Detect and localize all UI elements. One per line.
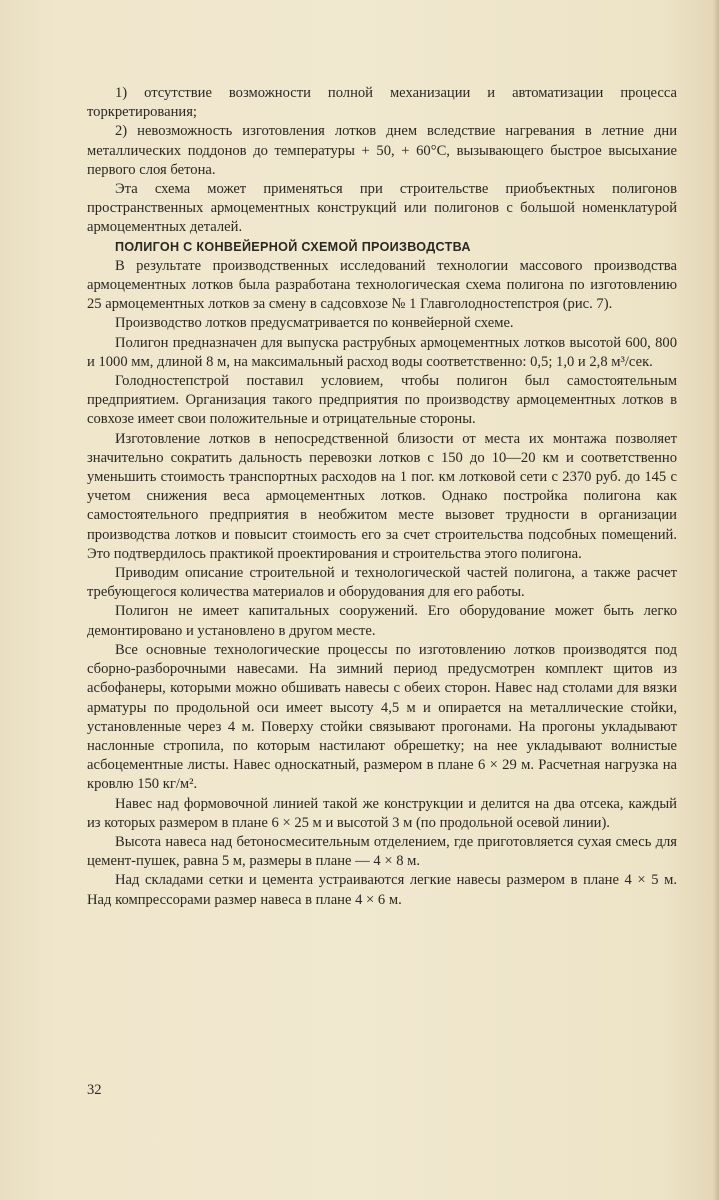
paragraph: Приводим описание строительной и технологической частей полигона, а также расчет требующегося количества материалов и оборудования для его работы. — [87, 565, 677, 601]
paragraph: Эта схема может применяться при строительстве приобъектных полигонов пространственных армоцементных конструкций или полигонов с большой номенклатурой армоцементных деталей. — [87, 181, 677, 236]
paragraph: Производство лотков предусматривается по конвейерной схеме. — [115, 315, 514, 332]
paragraph: 1) отсутствие возможности полной механизации и автоматизации процесса торкретирования; — [87, 85, 677, 121]
page-edge-shadow — [713, 0, 719, 1200]
paragraph: Голодностепстрой поставил условием, чтобы полигон был самостоятельным предприятием. Организация такого предприятия по производству армоцементных лотков в совхозе имеет свои положительные и отрицательные стороны. — [87, 373, 677, 428]
section-heading: ПОЛИГОН С КОНВЕЙЕРНОЙ СХЕМОЙ ПРОИЗВОДСТВА — [115, 239, 471, 254]
paragraph: Все основные технологические процессы по изготовлению лотков производятся под сборно-разборочными навесами. На зимний период предусмотрен комплект щитов из асбофанеры, которыми можно обшивать навесы с обеих сторон. Навес над столами для вязки арматуры по продольной оси имеет высоту 4,5 м и опирается на металлические стойки, установленные через 4 м. Поверху стойки связывают прогонами. На прогоны укладывают наслонные стропила, по которым настилают обрешетку; на нее укладывают волнистые асбоцементные листы. Навес односкатный, размером в плане 6 × 29 м. Расчетная нагрузка на кровлю 150 кг/м². — [87, 641, 677, 793]
paragraph: Навес над формовочной линией такой же конструкции и делится на два отсека, каждый из которых размером в плане 6 × 25 м и высотой 3 м (по продольной осевой линии). — [87, 795, 677, 831]
paragraph: Изготовление лотков в непосредственной близости от места их монтажа позволяет значительно сократить дальность перевозки лотков с 150 до 10—20 км и соответственно уменьшить стоимость транспортных расходов на 1 пог. км лотковой сети с 2370 руб. до 145 с учетом снижения веса армоцементных лотков. Однако постройка полигона как самостоятельного предприятия в необжитом месте вызовет трудности в организации производства лотков и повысит стоимость его за счет строительства подсобных помещений. Это подтвердилось практикой проектирования и строительства этого полигона. — [87, 430, 677, 562]
paragraph: В результате производственных исследований технологии массового производства армоцементных лотков была разработана технологическая схема полигона по изготовлению 25 армоцементных лотков за смену в садсовхозе № 1 Главголодностепстроя (рис. 7). — [87, 257, 677, 313]
paragraph: 2) невозможность изготовления лотков днем вследствие нагревания в летние дни металлических поддонов до температуры + 50, + 60°C, вызывающего быстрое высыхание первого слоя бетона. — [87, 123, 677, 178]
paragraph: Высота навеса над бетоносмесительным отделением, где приготовляется сухая смесь для цемент-пушек, равна 5 м, размеры в плане — 4 × 8 м. — [87, 833, 677, 870]
page-number: 32 — [87, 1082, 102, 1098]
paragraph: Полигон не имеет капитальных сооружений. Его оборудование может быть легко демонтировано и установлено в другом месте. — [87, 603, 677, 639]
page-text — [87, 84, 677, 910]
paragraph: Полигон предназначен для выпуска раструбных армоцементных лотков высотой 600, 800 и 1000 мм, длиной 8 м, на максимальный расход воды соответственно: 0,5; 1,0 и 2,8 м³/сек. — [87, 334, 677, 370]
paragraph: Над складами сетки и цемента устраиваются легкие навесы размером в плане 4 × 5 м. Над компрессорами размер навеса в плане 4 × 6 м. — [87, 872, 677, 908]
